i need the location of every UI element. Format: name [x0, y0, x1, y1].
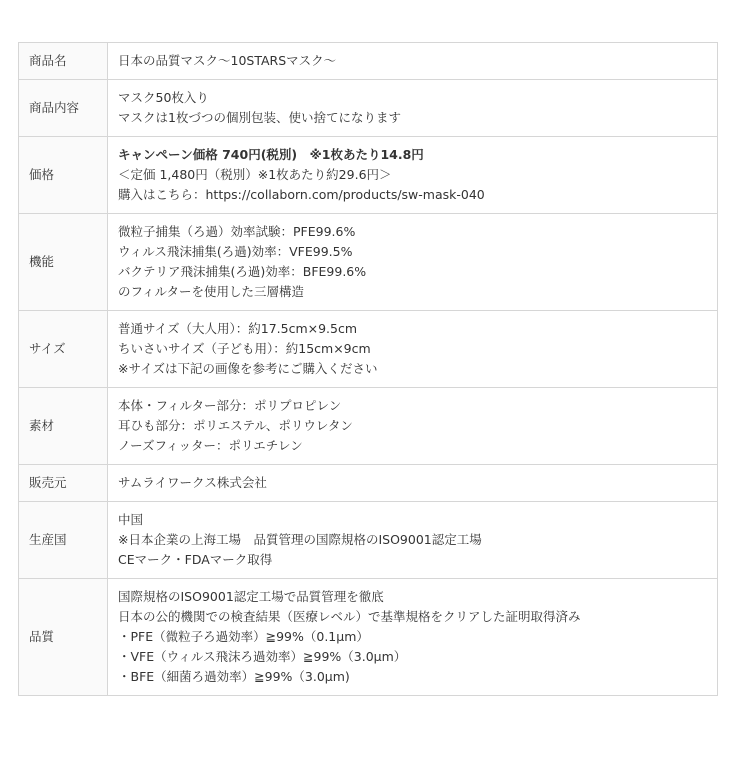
spec-value-line: 耳ひも部分：ポリエステル、ポリウレタン — [118, 418, 353, 433]
spec-value-line: 購入はこちら：https://collaborn.com/products/sw-mask-040 — [118, 187, 485, 202]
spec-label: 商品内容 — [19, 80, 108, 137]
spec-value-line: ちいさいサイズ（子ども用）：約15cm×9cm — [118, 341, 371, 356]
spec-value-line: ウィルス飛沫捕集(ろ過)効率：VFE99.5% — [118, 244, 353, 259]
spec-row — [19, 311, 718, 388]
spec-value-line: ※サイズは下記の画像を参考にご購入ください — [118, 361, 378, 376]
spec-value-line: ※日本企業の上海工場 品質管理の国際規格のISO9001認定工場 — [118, 532, 482, 547]
spec-value-line: CEマーク・FDAマーク取得 — [118, 552, 273, 567]
spec-row — [19, 214, 718, 311]
spec-value-line: キャンペーン価格 740円(税別) ※1枚あたり14.8円 — [118, 147, 424, 162]
product-spec-table — [18, 42, 718, 696]
spec-value — [108, 502, 718, 579]
spec-value — [108, 388, 718, 465]
spec-label: 販売元 — [19, 465, 108, 502]
spec-label: 生産国 — [19, 502, 108, 579]
spec-table-body — [19, 43, 718, 696]
spec-label: サイズ — [19, 311, 108, 388]
spec-label: 機能 — [19, 214, 108, 311]
spec-row — [19, 579, 718, 696]
spec-value-line: ＜定価 1,480円（税別）※1枚あたり約29.6円＞ — [118, 167, 392, 182]
spec-value-line: マスク50枚入り — [118, 90, 209, 105]
spec-value-line: バクテリア飛沫捕集(ろ過)効率：BFE99.6% — [118, 264, 367, 279]
spec-value — [108, 465, 718, 502]
spec-value-line: 本体・フィルター部分：ポリプロピレン — [118, 398, 342, 413]
spec-value — [108, 43, 718, 80]
spec-row — [19, 502, 718, 579]
spec-value-line: ・BFE（細菌ろ過効率）≧99%（3.0μm) — [118, 669, 350, 684]
spec-row — [19, 465, 718, 502]
spec-label: 価格 — [19, 137, 108, 214]
spec-value-line: マスクは1枚づつの個別包装、使い捨てになります — [118, 110, 401, 125]
spec-row — [19, 388, 718, 465]
spec-label: 素材 — [19, 388, 108, 465]
spec-value-line: 日本の品質マスク〜10STARSマスク〜 — [118, 53, 337, 68]
spec-value-line: 普通サイズ（大人用）：約17.5cm×9.5cm — [118, 321, 358, 336]
spec-row — [19, 80, 718, 137]
spec-value-line: 微粒子捕集（ろ過）効率試験：PFE99.6% — [118, 224, 356, 239]
spec-value — [108, 80, 718, 137]
spec-value-line: ・VFE（ウィルス飛沫ろ過効率）≧99%（3.0μm） — [118, 649, 407, 664]
spec-value — [108, 579, 718, 696]
spec-row — [19, 43, 718, 80]
spec-label: 商品名 — [19, 43, 108, 80]
spec-value-line: 日本の公的機関での検査結果（医療レベル）で基準規格をクリアした証明取得済み — [118, 609, 581, 624]
spec-label: 品質 — [19, 579, 108, 696]
spec-value — [108, 214, 718, 311]
spec-value-line: ノーズフィッター：ポリエチレン — [118, 438, 303, 453]
spec-row — [19, 137, 718, 214]
spec-value-line: 中国 — [118, 512, 144, 527]
spec-value — [108, 137, 718, 214]
spec-value-line: 国際規格のISO9001認定工場で品質管理を徹底 — [118, 589, 384, 604]
spec-value-line: ・PFE（微粒子ろ過効率）≧99%（0.1μm） — [118, 629, 369, 644]
spec-value — [108, 311, 718, 388]
spec-value-line: サムライワークス株式会社 — [118, 475, 267, 490]
spec-value-line: のフィルターを使用した三層構造 — [118, 284, 305, 299]
